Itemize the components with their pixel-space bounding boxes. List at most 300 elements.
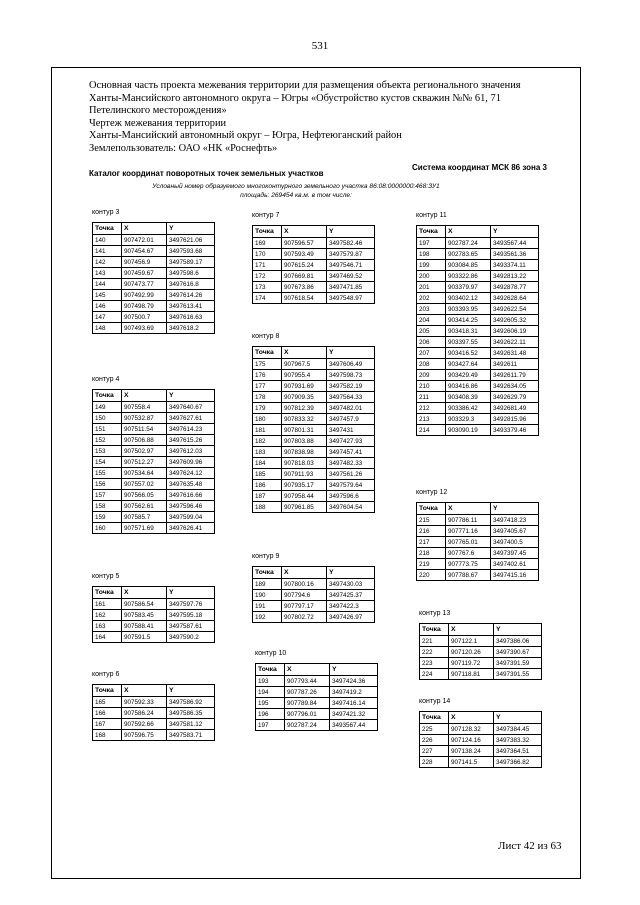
x-coordinate: 907787.26 [285,687,330,698]
y-coordinate: 3497386.06 [494,636,542,647]
y-coordinate: 3497383.32 [494,735,542,746]
x-coordinate: 907119.72 [449,658,494,669]
point-number: 208 [417,359,446,370]
point-number: 181 [253,425,282,436]
x-coordinate: 907797.17 [282,601,327,612]
table-header-row [417,226,539,238]
subtitle-area: площадь: 269454 кв.м. в том числе: [240,192,352,199]
y-coordinate: 3497427.93 [327,436,375,447]
y-coordinate: 3497612.03 [167,446,215,457]
x-coordinate: 907120.26 [449,647,494,658]
table-row [93,446,215,457]
point-number: 191 [253,601,282,612]
table-row [417,260,539,271]
y-coordinate: 3492611.79 [491,370,539,381]
point-number: 200 [417,271,446,282]
x-coordinate: 907128.32 [449,724,494,735]
header-point: Точка [420,624,449,636]
table-row [93,457,215,468]
document-header [89,80,569,156]
point-number: 146 [93,301,122,312]
y-coordinate: 3497397.45 [491,548,539,559]
coordinates-table [416,225,539,436]
y-coordinate: 3497618.2 [167,323,215,334]
table-row [417,249,539,260]
x-coordinate: 907773.75 [446,559,491,570]
x-coordinate: 907500.7 [122,312,167,323]
table-row [93,610,215,621]
table-row [253,579,375,590]
point-number: 214 [417,425,446,436]
point-number: 188 [253,502,282,513]
table-row [93,719,215,730]
point-number: 186 [253,480,282,491]
point-number: 217 [417,537,446,548]
table-row [253,436,375,447]
coordinates-table [92,389,215,534]
contour-label: контур 5 [92,573,120,580]
table-row [420,647,542,658]
point-number: 197 [417,238,446,249]
coordinates-table [92,684,215,741]
y-coordinate: 3492611 [491,359,539,370]
contour-label: контур 12 [416,489,448,496]
point-number: 172 [253,271,282,282]
y-coordinate: 3497579.87 [327,249,375,260]
y-coordinate: 3497471.85 [327,282,375,293]
y-coordinate: 3497614.23 [167,424,215,435]
x-coordinate: 907618.54 [282,293,327,304]
x-coordinate: 907593.49 [282,249,327,260]
y-coordinate: 3497422.3 [327,601,375,612]
point-number: 144 [93,279,122,290]
point-number: 142 [93,257,122,268]
x-coordinate: 907562.61 [122,501,167,512]
x-coordinate: 907596.57 [282,238,327,249]
table-row [93,621,215,632]
point-number: 206 [417,337,446,348]
point-number: 148 [93,323,122,334]
x-coordinate: 907961.85 [282,502,327,513]
table-row [253,590,375,601]
point-number: 182 [253,436,282,447]
table-row [93,235,215,246]
contour-block [92,670,215,741]
point-number: 174 [253,293,282,304]
point-number: 178 [253,392,282,403]
x-coordinate: 907473.77 [122,279,167,290]
table-header-row [93,685,215,697]
point-number: 222 [420,647,449,658]
y-coordinate: 3497430.03 [327,579,375,590]
point-number: 165 [93,697,122,708]
point-number: 177 [253,381,282,392]
point-number: 228 [420,757,449,768]
header-y: Y [491,226,539,238]
point-number: 140 [93,235,122,246]
header-line: Основная часть проекта межевания территории для размещения объекта регионального значения [89,80,521,91]
table-row [93,312,215,323]
point-number: 198 [417,249,446,260]
x-coordinate: 907838.98 [282,447,327,458]
table-row [253,238,375,249]
table-row [253,260,375,271]
table-row [417,238,539,249]
x-coordinate: 907591.5 [122,632,167,643]
y-coordinate: 3497424.36 [330,676,378,687]
header-y: Y [167,223,215,235]
table-row [93,268,215,279]
table-row [417,326,539,337]
x-coordinate: 907596.75 [122,730,167,741]
point-number: 193 [256,676,285,687]
point-number: 223 [420,658,449,669]
y-coordinate: 3497564.33 [327,392,375,403]
y-coordinate: 3492606.19 [491,326,539,337]
x-coordinate: 903408.39 [446,392,491,403]
table-row [93,468,215,479]
x-coordinate: 902787.24 [285,720,330,731]
y-coordinate: 3497624.12 [167,468,215,479]
x-coordinate: 907571.69 [122,523,167,534]
header-y: Y [167,390,215,402]
header-x: X [282,226,327,238]
y-coordinate: 3492605.32 [491,315,539,326]
y-coordinate: 3497366.82 [494,757,542,768]
contour-block [252,552,375,623]
header-x: X [122,390,167,402]
coordinates-table [92,222,215,334]
contour-block [255,649,378,731]
catalog-title: Каталог координат поворотных точек земельных участков [89,169,324,178]
table-row [93,435,215,446]
point-number: 169 [253,238,282,249]
point-number: 194 [256,687,285,698]
header-y: Y [330,664,378,676]
table-row [93,512,215,523]
y-coordinate: 3492629.79 [491,392,539,403]
table-row [420,658,542,669]
table-row [417,370,539,381]
y-coordinate: 3497583.71 [167,730,215,741]
table-row [253,425,375,436]
point-number: 152 [93,435,122,446]
y-coordinate: 3493567.44 [330,720,378,731]
point-number: 225 [420,724,449,735]
point-number: 184 [253,458,282,469]
y-coordinate: 3497418.23 [491,515,539,526]
contour-label: контур 10 [255,650,287,657]
table-header-row [253,226,375,238]
y-coordinate: 3497469.52 [327,271,375,282]
table-row [420,669,542,680]
header-point: Точка [93,223,122,235]
x-coordinate: 907586.54 [122,599,167,610]
table-row [256,676,378,687]
y-coordinate: 3497431 [327,425,375,436]
table-row [93,490,215,501]
table-row [417,548,539,559]
table-row [93,257,215,268]
contour-label: контур 4 [92,376,120,383]
point-number: 141 [93,246,122,257]
y-coordinate: 3497589.17 [167,257,215,268]
x-coordinate: 907771.16 [446,526,491,537]
table-row [417,337,539,348]
x-coordinate: 907459.67 [122,268,167,279]
y-coordinate: 3497415.16 [491,570,539,581]
x-coordinate: 907615.24 [282,260,327,271]
point-number: 162 [93,610,122,621]
y-coordinate: 3497364.51 [494,746,542,757]
x-coordinate: 903402.12 [446,293,491,304]
x-coordinate: 907122.1 [449,636,494,647]
y-coordinate: 3497457.41 [327,447,375,458]
table-row [417,537,539,548]
header-point: Точка [93,587,122,599]
x-coordinate: 907801.31 [282,425,327,436]
table-row [253,612,375,623]
table-row [253,491,375,502]
y-coordinate: 3497593.68 [167,246,215,257]
table-row [417,570,539,581]
point-number: 207 [417,348,446,359]
x-coordinate: 907585.7 [122,512,167,523]
table-row [253,359,375,370]
y-coordinate: 3497561.26 [327,469,375,480]
table-row [253,458,375,469]
table-row [417,392,539,403]
contour-label: контур 8 [252,333,280,340]
contour-block [92,208,215,334]
point-number: 216 [417,526,446,537]
y-coordinate: 3493561.36 [491,249,539,260]
header-x: X [446,503,491,515]
point-number: 197 [256,720,285,731]
point-number: 203 [417,304,446,315]
table-row [253,370,375,381]
point-number: 196 [256,709,285,720]
point-number: 160 [93,523,122,534]
y-coordinate: 3497582.46 [327,238,375,249]
table-row [417,271,539,282]
x-coordinate: 907492.99 [122,290,167,301]
point-number: 170 [253,249,282,260]
x-coordinate: 907502.97 [122,446,167,457]
table-row [93,697,215,708]
table-row [420,724,542,735]
table-row [253,601,375,612]
table-row [417,381,539,392]
x-coordinate: 907592.33 [122,697,167,708]
contour-block [92,572,215,643]
table-row [417,526,539,537]
y-coordinate: 3497590.2 [167,632,215,643]
x-coordinate: 907803.88 [282,436,327,447]
y-coordinate: 3497400.5 [491,537,539,548]
header-x: X [446,226,491,238]
point-number: 185 [253,469,282,480]
x-coordinate: 903416.86 [446,381,491,392]
y-coordinate: 3497586.92 [167,697,215,708]
coordinates-table [252,346,375,513]
contour-label: контур 9 [252,553,280,560]
table-row [93,730,215,741]
x-coordinate: 907534.64 [122,468,167,479]
y-coordinate: 3497640.67 [167,402,215,413]
x-coordinate: 907118.81 [449,669,494,680]
header-x: X [282,347,327,359]
point-number: 187 [253,491,282,502]
point-number: 211 [417,392,446,403]
x-coordinate: 902787.24 [446,238,491,249]
y-coordinate: 3497581.12 [167,719,215,730]
y-coordinate: 3497597.76 [167,599,215,610]
y-coordinate: 3497384.45 [494,724,542,735]
x-coordinate: 903090.19 [446,425,491,436]
x-coordinate: 907558.4 [122,402,167,413]
x-coordinate: 907557.02 [122,479,167,490]
y-coordinate: 3497621.06 [167,235,215,246]
catalog-subtitle [100,182,492,200]
point-number: 176 [253,370,282,381]
y-coordinate: 3492813.22 [491,271,539,282]
x-coordinate: 903416.52 [446,348,491,359]
header-line: Ханты-Мансийского автономного округа – Югры «Обустройство кустов скважин №№ 61, 71 [89,92,501,104]
table-row [93,279,215,290]
y-coordinate: 3492815.96 [491,414,539,425]
y-coordinate: 3497405.67 [491,526,539,537]
table-row [253,414,375,425]
y-coordinate: 3497616.66 [167,490,215,501]
table-header-row [93,223,215,235]
header-y: Y [167,685,215,697]
point-number: 155 [93,468,122,479]
point-number: 190 [253,590,282,601]
x-coordinate: 903427.64 [446,359,491,370]
point-number: 212 [417,403,446,414]
table-row [417,293,539,304]
table-header-row [417,503,539,515]
x-coordinate: 903084.85 [446,260,491,271]
header-point: Точка [256,664,285,676]
table-header-row [420,712,542,724]
y-coordinate: 3497391.59 [494,658,542,669]
header-point: Точка [417,503,446,515]
x-coordinate: 907124.16 [449,735,494,746]
point-number: 166 [93,708,122,719]
table-row [93,708,215,719]
point-number: 151 [93,424,122,435]
y-coordinate: 3497598.73 [327,370,375,381]
y-coordinate: 3497615.26 [167,435,215,446]
coordinates-table [419,711,542,768]
point-number: 179 [253,403,282,414]
table-row [417,315,539,326]
y-coordinate: 3497614.26 [167,290,215,301]
y-coordinate: 3497546.71 [327,260,375,271]
x-coordinate: 902783.65 [446,249,491,260]
header-x: X [449,624,494,636]
point-number: 183 [253,447,282,458]
x-coordinate: 907935.17 [282,480,327,491]
point-number: 218 [417,548,446,559]
table-row [93,402,215,413]
x-coordinate: 907812.39 [282,403,327,414]
y-coordinate: 3497421.32 [330,709,378,720]
contour-label: контур 13 [419,610,451,617]
table-row [253,381,375,392]
x-coordinate: 907512.27 [122,457,167,468]
contour-label: контур 14 [419,698,451,705]
coordinates-table [419,623,542,680]
table-row [93,523,215,534]
x-coordinate: 907588.41 [122,621,167,632]
x-coordinate: 907498.79 [122,301,167,312]
point-number: 220 [417,570,446,581]
header-y: Y [327,347,375,359]
y-coordinate: 3492628.64 [491,293,539,304]
table-row [417,425,539,436]
x-coordinate: 907818.03 [282,458,327,469]
x-coordinate: 903429.49 [446,370,491,381]
x-coordinate: 907833.32 [282,414,327,425]
x-coordinate: 903322.86 [446,271,491,282]
header-point: Точка [253,567,282,579]
table-row [253,502,375,513]
y-coordinate: 3497626.41 [167,523,215,534]
y-coordinate: 3497586.35 [167,708,215,719]
table-header-row [93,587,215,599]
table-row [417,348,539,359]
coordinates-table [255,663,378,731]
table-header-row [256,664,378,676]
point-number: 163 [93,621,122,632]
table-row [417,304,539,315]
table-row [417,282,539,293]
header-point: Точка [93,685,122,697]
x-coordinate: 907786.11 [446,515,491,526]
header-point: Точка [253,226,282,238]
x-coordinate: 907767.6 [446,548,491,559]
y-coordinate: 3493567.44 [491,238,539,249]
header-y: Y [327,567,375,579]
x-coordinate: 903329.3 [446,414,491,425]
coordinates-table [416,502,539,581]
y-coordinate: 3497482.01 [327,403,375,414]
point-number: 171 [253,260,282,271]
y-coordinate: 3497390.67 [494,647,542,658]
point-number: 159 [93,512,122,523]
table-row [253,447,375,458]
contour-block [416,211,539,436]
x-coordinate: 907472.01 [122,235,167,246]
x-coordinate: 903379.97 [446,282,491,293]
y-coordinate: 3497587.61 [167,621,215,632]
header-y: Y [167,587,215,599]
x-coordinate: 907493.69 [122,323,167,334]
y-coordinate: 3497596.6 [327,491,375,502]
x-coordinate: 907802.72 [282,612,327,623]
table-row [417,403,539,414]
table-row [420,636,542,647]
y-coordinate: 3497627.61 [167,413,215,424]
table-header-row [420,624,542,636]
point-number: 153 [93,446,122,457]
header-point: Точка [93,390,122,402]
y-coordinate: 3497595.18 [167,610,215,621]
table-row [420,746,542,757]
